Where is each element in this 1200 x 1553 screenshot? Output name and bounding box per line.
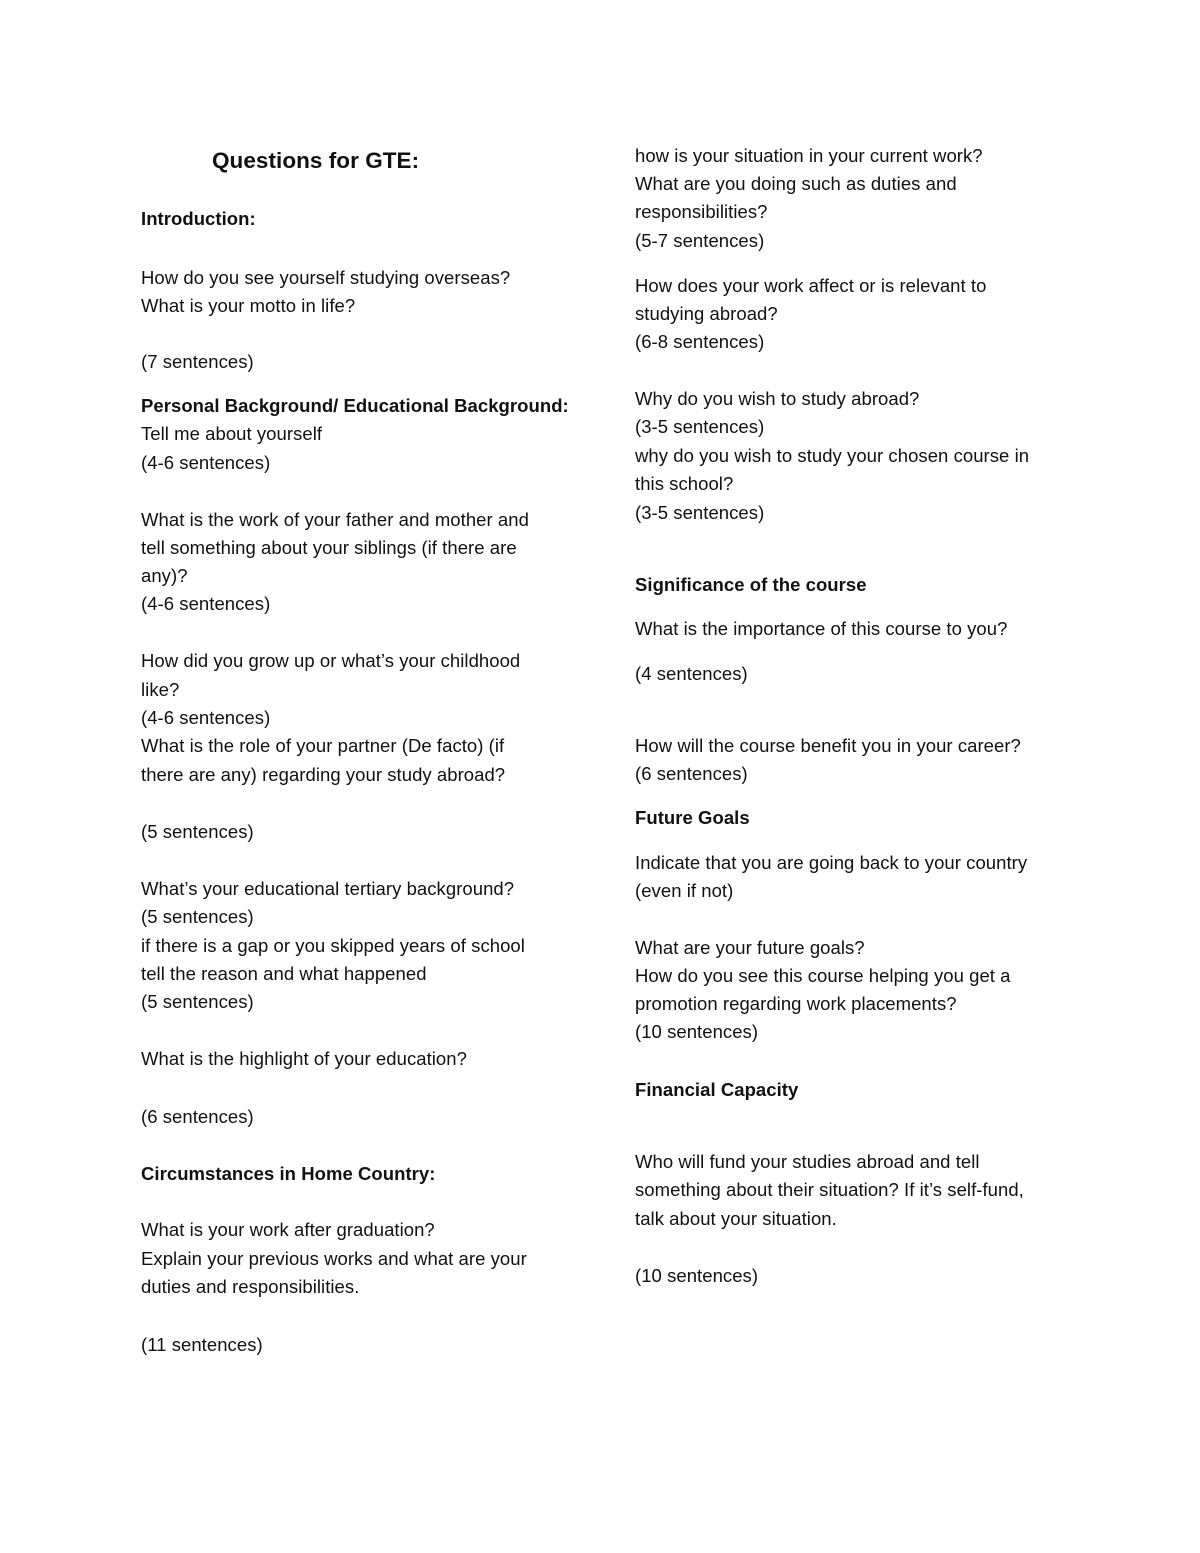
personal-question: if there is a gap or you skipped years of school: [141, 935, 525, 956]
personal-question: any)?: [141, 565, 188, 586]
personal-question: tell the reason and what happened: [141, 963, 427, 984]
sentence-count: (6-8 sentences): [635, 331, 765, 352]
personal-question: there are any) regarding your study abroad?: [141, 764, 506, 785]
personal-question: What is the highlight of your education?: [141, 1048, 467, 1069]
introduction-question: What is your motto in life?: [141, 295, 356, 316]
circumstances-heading: Circumstances in Home Country:: [141, 1163, 436, 1184]
future-goals-question: How do you see this course helping you get a: [635, 965, 1011, 986]
personal-question: like?: [141, 679, 180, 700]
personal-question: What is the work of your father and mother and: [141, 509, 529, 530]
sentence-count: (6 sentences): [635, 763, 748, 784]
sentence-count: (4 sentences): [635, 663, 748, 684]
work-question: this school?: [635, 473, 734, 494]
future-goals-question: (even if not): [635, 880, 734, 901]
personal-question: tell something about your siblings (if there are: [141, 537, 517, 558]
sentence-count: (3-5 sentences): [635, 502, 765, 523]
significance-question: What is the importance of this course to you?: [635, 618, 1008, 639]
personal-question: What’s your educational tertiary background?: [141, 878, 515, 899]
sentence-count: (10 sentences): [635, 1265, 759, 1286]
introduction-heading: Introduction:: [141, 208, 256, 229]
work-question: How does your work affect or is relevant to: [635, 275, 987, 296]
page-title: Questions for GTE:: [212, 148, 420, 173]
sentence-count: (4-6 sentences): [141, 707, 271, 728]
work-question: why do you wish to study your chosen course in: [635, 445, 1030, 466]
personal-question: Tell me about yourself: [141, 423, 323, 444]
circumstances-question: What is your work after graduation?: [141, 1219, 435, 1240]
sentence-count: (7 sentences): [141, 351, 254, 372]
personal-background-heading: Personal Background/ Educational Background:: [141, 395, 569, 416]
future-goals-question: What are your future goals?: [635, 937, 865, 958]
sentence-count: (5 sentences): [141, 991, 254, 1012]
work-question: studying abroad?: [635, 303, 778, 324]
financial-question: Who will fund your studies abroad and tell: [635, 1151, 980, 1172]
financial-question: something about their situation? If it’s self-fund,: [635, 1179, 1024, 1200]
sentence-count: (5 sentences): [141, 906, 254, 927]
work-question: What are you doing such as duties and: [635, 173, 957, 194]
significance-question: How will the course benefit you in your career?: [635, 735, 1021, 756]
future-goals-question: Indicate that you are going back to your country: [635, 852, 1028, 873]
sentence-count: (5 sentences): [141, 821, 254, 842]
significance-heading: Significance of the course: [635, 574, 867, 595]
sentence-count: (5-7 sentences): [635, 230, 765, 251]
sentence-count: (3-5 sentences): [635, 416, 765, 437]
personal-question: What is the role of your partner (De facto) (if: [141, 735, 505, 756]
sentence-count: (4-6 sentences): [141, 593, 271, 614]
work-question: how is your situation in your current work?: [635, 145, 983, 166]
sentence-count: (6 sentences): [141, 1106, 254, 1127]
introduction-question: How do you see yourself studying overseas?: [141, 267, 511, 288]
personal-question: How did you grow up or what’s your childhood: [141, 650, 521, 671]
sentence-count: (4-6 sentences): [141, 452, 271, 473]
future-goals-heading: Future Goals: [635, 807, 750, 828]
work-question: responsibilities?: [635, 201, 768, 222]
circumstances-question: duties and responsibilities.: [141, 1276, 360, 1297]
financial-question: talk about your situation.: [635, 1208, 837, 1229]
financial-capacity-heading: Financial Capacity: [635, 1079, 799, 1100]
future-goals-question: promotion regarding work placements?: [635, 993, 957, 1014]
sentence-count: (11 sentences): [141, 1334, 263, 1355]
sentence-count: (10 sentences): [635, 1021, 759, 1042]
circumstances-question: Explain your previous works and what are your: [141, 1248, 527, 1269]
work-question: Why do you wish to study abroad?: [635, 388, 920, 409]
